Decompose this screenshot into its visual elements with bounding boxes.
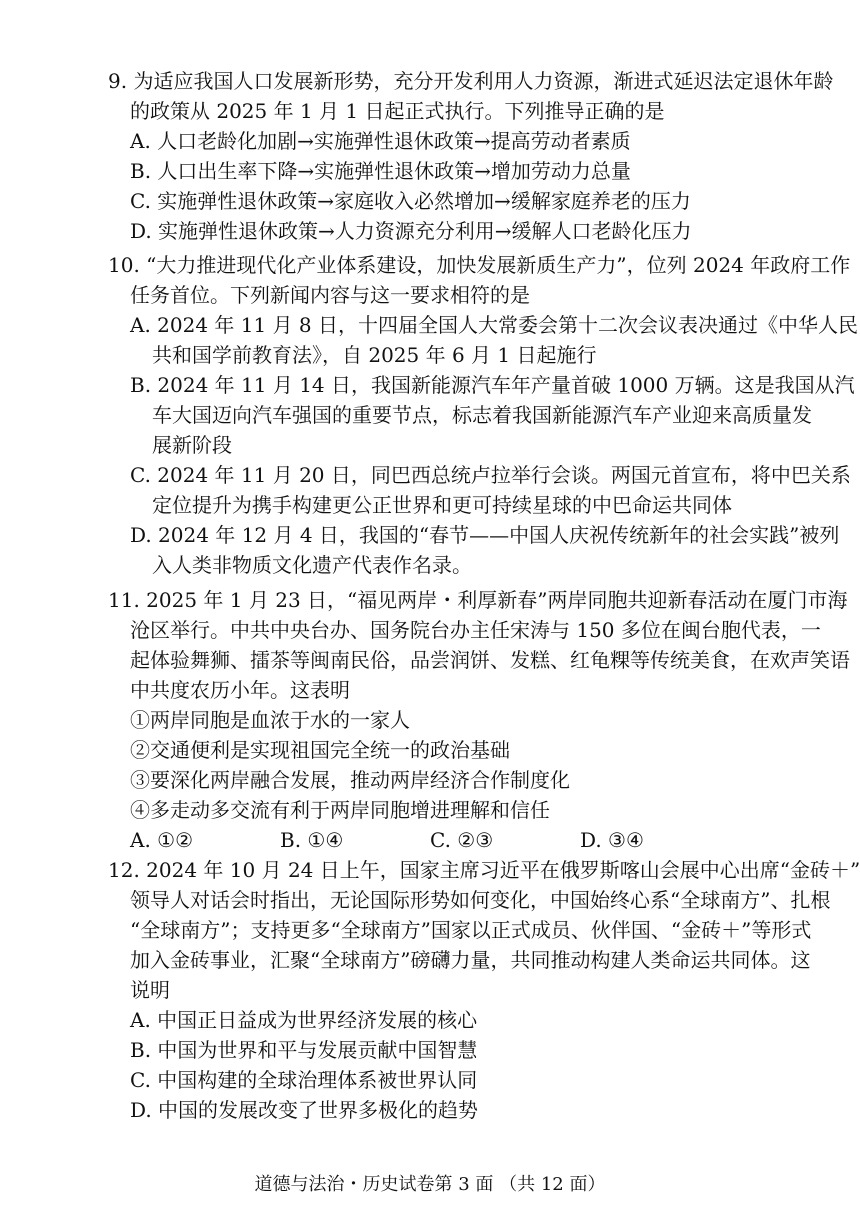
choice-d: D. ③④ (580, 828, 644, 852)
question-stem-line: 中共度农历小年。这表明 (130, 678, 350, 702)
question-stem-line: 任务首位。下列新闻内容与这一要求相符的是 (130, 283, 530, 307)
question-stem-line: 10. “大力推进现代化产业体系建设，加快发展新质生产力”，位列 2024 年政府工作 (108, 253, 851, 277)
option-line: A. 2024 年 11 月 8 日，十四届全国人大常委会第十二次会议表决通过《中华人民 (130, 313, 859, 337)
option-b: B. 中国为世界和平与发展贡献中国智慧 (130, 1038, 478, 1062)
option-d: D. 实施弹性退休政策→人力资源充分利用→缓解人口老龄化压力 (130, 219, 692, 243)
statement-item: ④多走动多交流有利于两岸同胞增进理解和信任 (130, 798, 550, 822)
question-stem-line: “全球南方”；支持更多“全球南方”国家以正式成员、伙伴国、“金砖＋”等形式 (130, 918, 812, 942)
option-line: B. 2024 年 11 月 14 日，我国新能源汽车年产量首破 1000 万辆。这是我国从汽 (130, 373, 855, 397)
option-b (108, 370, 855, 460)
option-line: 定位提升为携手构建更公正世界和更可持续星球的中巴命运共同体 (152, 493, 732, 517)
question-stem-line: 12. 2024 年 10 月 24 日上午，国家主席习近平在俄罗斯喀山会展中心出席“金砖＋” (108, 858, 860, 882)
question-stem-line: 起体验舞狮、擂茶等闽南民俗，品尝润饼、发糕、红龟粿等传统美食，在欢声笑语 (130, 648, 850, 672)
question-stem-line: 的政策从 2025 年 1 月 1 日起正式执行。下列推导正确的是 (130, 99, 665, 123)
question-12 (108, 855, 860, 1125)
option-b: B. 人口出生率下降→实施弹性退休政策→增加劳动力总量 (130, 159, 631, 183)
option-c: C. 中国构建的全球治理体系被世界认同 (130, 1068, 478, 1092)
question-stem-line: 领导人对话会时指出，无论国际形势如何变化，中国始终心系“全球南方”、扎根 (130, 888, 831, 912)
option-a: A. 中国正日益成为世界经济发展的核心 (130, 1008, 478, 1032)
choice-a: A. ①② (130, 828, 194, 852)
question-11 (108, 585, 850, 855)
statement-item: ③要深化两岸融合发展，推动两岸经济合作制度化 (130, 768, 570, 792)
page-footer: 道德与法治・历史试卷第 3 面 （共 12 面） (254, 1174, 606, 1195)
question-10 (108, 250, 859, 580)
option-line: D. 2024 年 12 月 4 日，我国的“春节——中国人庆祝传统新年的社会实践”被列 (130, 523, 840, 547)
option-c (108, 460, 851, 520)
question-stem-line: 11. 2025 年 1 月 23 日，“福见两岸・利厚新春”两岸同胞共迎新春活动在厦门市海 (108, 588, 848, 612)
option-line: 展新阶段 (152, 433, 232, 457)
option-line: 车大国迈向汽车强国的重要节点，标志着我国新能源汽车产业迎来高质量发 (152, 403, 812, 427)
statement-item: ①两岸同胞是血浓于水的一家人 (130, 708, 410, 732)
choice-c: C. ②③ (430, 828, 494, 852)
question-stem-line: 说明 (130, 978, 170, 1002)
choice-b: B. ①④ (280, 828, 344, 852)
question-stem-line: 9. 为适应我国人口发展新形势，充分开发利用人力资源，渐进式延迟法定退休年龄 (108, 69, 834, 93)
question-stem-line: 加入金砖事业，汇聚“全球南方”磅礴力量，共同推动构建人类命运共同体。这 (130, 948, 811, 972)
question-stem-line: 沧区举行。中共中央台办、国务院台办主任宋涛与 150 多位在闽台胞代表，一 (130, 618, 821, 642)
option-d: D. 中国的发展改变了世界多极化的趋势 (130, 1098, 479, 1122)
question-9 (108, 66, 834, 246)
answer-choices (108, 825, 788, 855)
option-a: A. 人口老龄化加剧→实施弹性退休政策→提高劳动者素质 (130, 129, 631, 153)
option-line: 共和国学前教育法》，自 2025 年 6 月 1 日起施行 (152, 343, 597, 367)
option-a (108, 310, 859, 370)
option-d (108, 520, 840, 580)
option-line: C. 2024 年 11 月 20 日，同巴西总统卢拉举行会谈。两国元首宣布，将中巴关系 (130, 463, 851, 487)
statement-item: ②交通便利是实现祖国完全统一的政治基础 (130, 738, 510, 762)
option-line: 入人类非物质文化遗产代表作名录。 (152, 553, 472, 577)
option-c: C. 实施弹性退休政策→家庭收入必然增加→缓解家庭养老的压力 (130, 189, 691, 213)
